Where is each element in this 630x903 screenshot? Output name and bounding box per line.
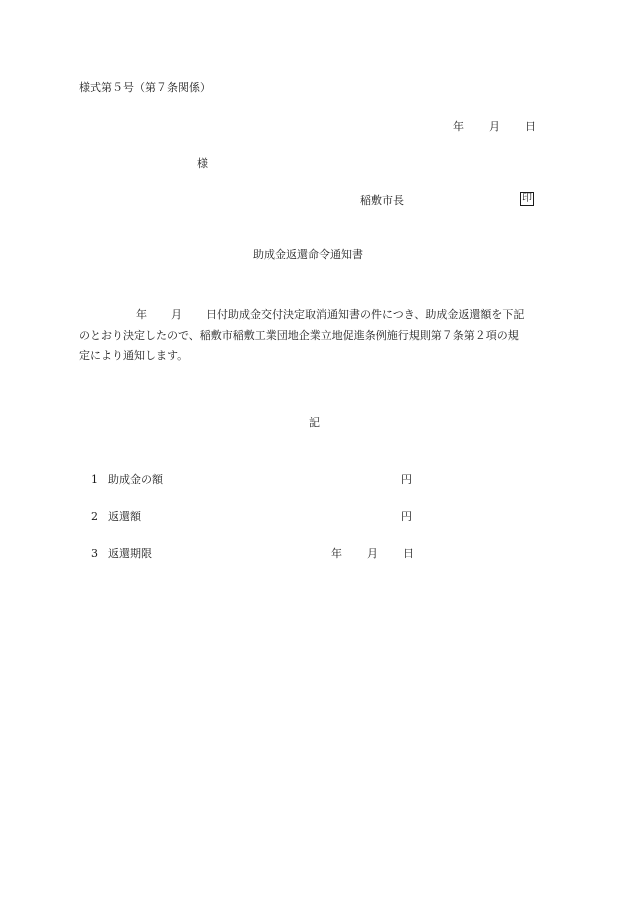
body-paragraph: [79, 305, 551, 367]
issue-date: [453, 121, 536, 132]
item-unit: 円: [401, 473, 412, 486]
seal-stamp: 印: [522, 193, 532, 204]
item-label: 返還期限: [108, 547, 152, 560]
issuer-name: 稲敷市長: [360, 194, 404, 207]
item-number: 3: [91, 547, 98, 560]
item-label: 助成金の額: [108, 473, 163, 486]
item-unit: 円: [401, 510, 412, 523]
body-line-1: [79, 305, 551, 326]
deadline-date: [331, 548, 414, 559]
date-month: 月: [489, 120, 500, 133]
form-number: 様式第５号（第７条関係）: [79, 81, 211, 94]
body-year: 年: [136, 308, 147, 321]
deadline-day: 日: [403, 547, 414, 560]
body-month: 月: [171, 308, 182, 321]
item-number: 2: [91, 510, 98, 523]
list-item-deadline: [91, 548, 152, 559]
body-line-2: のとおり決定したので、稲敷市稲敷工業団地企業立地促進条例施行規則第７条第２項の規: [79, 328, 519, 342]
date-day: 日: [525, 120, 536, 133]
deadline-year: 年: [331, 547, 342, 560]
document-title: 助成金返還命令通知書: [253, 248, 363, 261]
date-year: 年: [453, 120, 464, 133]
list-item-refund: [91, 511, 141, 522]
body-line-1-text: 日付助成金交付決定取消通知書の件につき、助成金返還額を下記: [206, 308, 525, 321]
ki-heading: 記: [309, 416, 320, 429]
item-number: 1: [91, 473, 98, 486]
addressee-honorific: 様: [197, 157, 208, 170]
deadline-month: 月: [367, 547, 378, 560]
body-line-3: 定により通知します。: [79, 349, 189, 362]
item-label: 返還額: [108, 510, 141, 523]
list-item-amount: [91, 474, 163, 485]
